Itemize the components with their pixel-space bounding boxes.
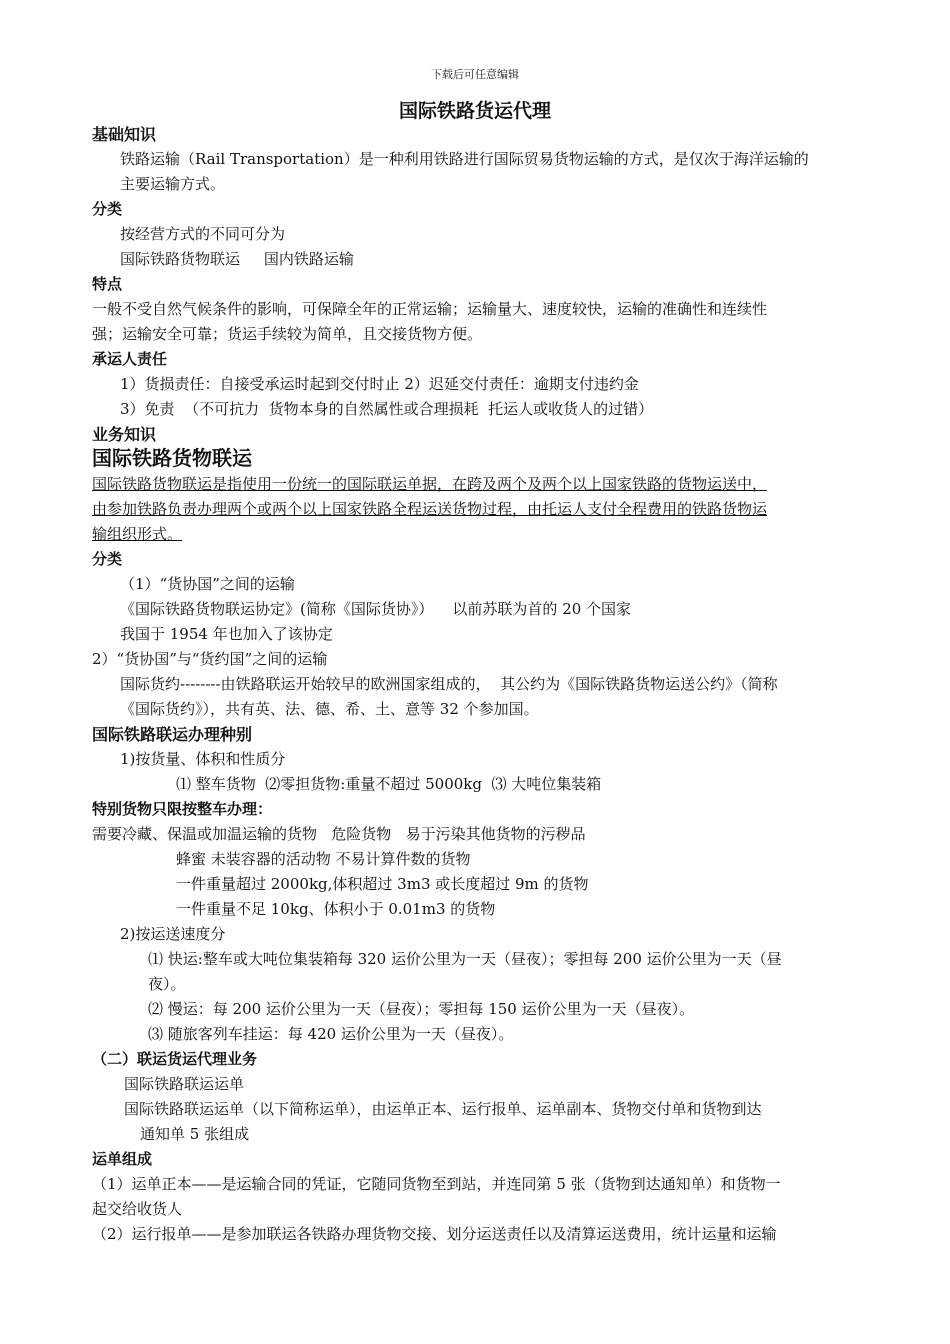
paragraph-line: （1）运单正本——是运输合同的凭证，它随同货物至到站，并连同第 5 张（货物到达通知单）和货物一 [92, 1175, 781, 1193]
paragraph-line: 1)按货量、体积和性质分 [120, 750, 286, 768]
section-heading-large: 国际铁路货物联运 [92, 446, 252, 470]
header-note: 下载后可任意编辑 [431, 68, 519, 81]
paragraph-line: 需要冷藏、保温或加温运输的货物 危险货物 易于污染其他货物的污秽品 [92, 825, 586, 843]
paragraph-line: 国际货约--------由铁路联运开始较早的欧洲国家组成的， 其公约为《国际铁路货物运送公约》（简称 [120, 675, 778, 693]
paragraph-line: 强；运输安全可靠；货运手续较为简单，且交接货物方便。 [92, 325, 483, 343]
section-heading: 国际铁路联运办理种别 [92, 725, 253, 744]
paragraph-line: 按经营方式的不同可分为 [120, 225, 286, 243]
section-heading: 分类 [92, 550, 123, 568]
paragraph-line: ⑶ 随旅客列车挂运：每 420 运价公里为一天（昼夜）。 [148, 1025, 514, 1043]
paragraph-line: （2）运行报单——是参加联运各铁路办理货物交接、划分运送责任以及清算运送费用，统计运量和运输 [92, 1225, 777, 1243]
paragraph-line: 一件重量超过 2000kg,体积超过 3m3 或长度超过 9m 的货物 [176, 875, 589, 893]
paragraph-line: 《国际铁路货物联运协定》(简称《国际货协》） 以前苏联为首的 20 个国家 [120, 600, 632, 618]
definition-line: 国际铁路货物联运是指使用一份统一的国际联运单据，在跨及两个及两个以上国家铁路的货物运送中， [92, 475, 768, 493]
definition-line: 输组织形式。 [92, 525, 183, 543]
definition-line: 由参加铁路负责办理两个或两个以上国家铁路全程运送货物过程，由托运人支付全程费用的铁路货物运 [92, 500, 768, 518]
paragraph-line: 通知单 5 张组成 [140, 1125, 250, 1143]
section-heading: 业务知识 [92, 425, 157, 444]
section-heading: 分类 [92, 200, 123, 218]
section-heading: 运单组成 [92, 1150, 153, 1168]
paragraph-line: 国际铁路货物联运 国内铁路运输 [120, 250, 354, 268]
paragraph-line: 起交给收货人 [92, 1200, 183, 1218]
paragraph-line: 3）免责 （不可抗力 货物本身的自然属性或合理损耗 托运人或收货人的过错） [120, 400, 654, 418]
paragraph-line: 主要运输方式。 [120, 175, 226, 193]
paragraph-line: 1）货损责任：自接受承运时起到交付时止 2）迟延交付责任：逾期支付违约金 [120, 375, 639, 393]
section-heading: （二）联运货运代理业务 [92, 1050, 258, 1068]
paragraph-line: 蜂蜜 未装容器的活动物 不易计算件数的货物 [176, 850, 471, 868]
paragraph-line: 2)按运送速度分 [120, 925, 226, 943]
paragraph-line: 《国际货约》），共有英、法、德、希、土、意等 32 个参加国。 [120, 700, 539, 718]
paragraph-line: ⑵ 慢运：每 200 运价公里为一天（昼夜）；零担每 150 运价公里为一天（昼夜）。 [148, 1000, 695, 1018]
section-heading: 特别货物只限按整车办理： [92, 800, 273, 818]
section-heading: 基础知识 [92, 125, 157, 144]
page-title: 国际铁路货运代理 [398, 100, 551, 122]
section-heading: 承运人责任 [92, 350, 168, 368]
paragraph-line: 我国于 1954 年也加入了该协定 [120, 625, 333, 643]
paragraph-line: 一件重量不足 10kg、体积小于 0.01m3 的货物 [176, 900, 496, 918]
paragraph-line: 夜）。 [148, 975, 186, 993]
paragraph-line: 国际铁路联运运单 [124, 1075, 245, 1093]
paragraph-line: （1）“货协国”之间的运输 [120, 575, 295, 593]
paragraph-line: 一般不受自然气候条件的影响，可保障全年的正常运输；运输量大、速度较快，运输的准确性和连续性 [92, 300, 768, 318]
paragraph-line: 铁路运输（Rail Transportation）是一种利用铁路进行国际贸易货物运输的方式，是仅次于海洋运输的 [120, 150, 809, 168]
paragraph-line: ⑴ 快运:整车或大吨位集装箱每 320 运价公里为一天（昼夜）；零担每 200 运价公里为一天（昼 [148, 950, 782, 968]
section-heading: 特点 [92, 275, 123, 293]
paragraph-line: ⑴ 整车货物 ⑵零担货物:重量不超过 5000kg ⑶ 大吨位集装箱 [176, 775, 602, 793]
paragraph-line: 国际铁路联运运单（以下简称运单），由运单正本、运行报单、运单副本、货物交付单和货物到达 [124, 1100, 762, 1118]
paragraph-line: 2）“货协国”与“货约国”之间的运输 [92, 650, 328, 668]
